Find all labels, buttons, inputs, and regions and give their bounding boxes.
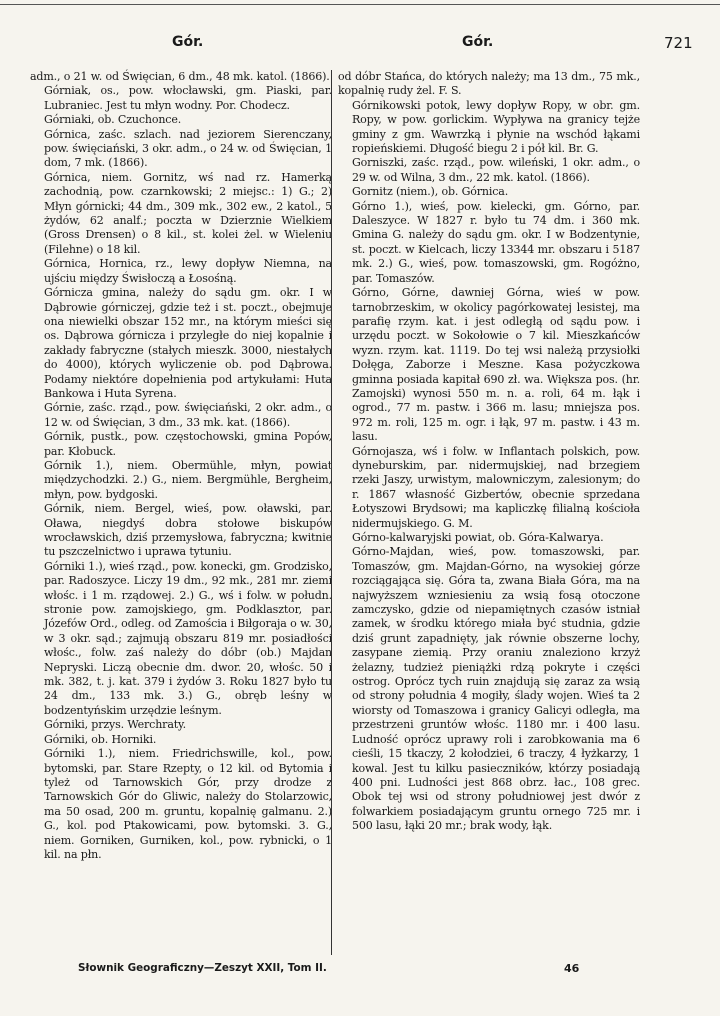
dictionary-entry: Górno 1.), wieś, pow. kielecki, gm. Górno, par. Daleszyce. W 1827 r. było tu 74 dm. i 360 mk. Gmina G. należy do sądu gm. okr. I w Bodzentynie, st. poczt. w Kielcach, liczy 13344 mr. obszaru i 5187 mk. 2.) G., wieś, pow. tomaszowski, gm. Rogóżno, par. Tomaszów. bbox=[352, 199, 640, 285]
top-rule bbox=[0, 4, 720, 5]
dictionary-entry: Górnik 1.), niem. Obermühle, młyn, powiat międzychodzki. 2.) G., niem. Bergmühle, Bergheim, młyn, pow. bydgoski. bbox=[44, 458, 332, 501]
footer-series-title: Słownik Geograficzny—Zeszyt XXII, Tom II. bbox=[78, 962, 327, 974]
running-header bbox=[0, 34, 720, 56]
dictionary-entry: Górnica, niem. Gornitz, wś nad rz. Hamerką zachodnią, pow. czarnkowski; 2 miejsc.: 1) G.; 2) Młyn górnicki; 44 dm., 309 mk., 302 ew., 2 katol., 5 żydów, 62 analf.; poczta w Dzierznie Wielkiem (Gross Drensen) o 8 kil., st. kolei żel. w Wieleniu (Filehne) o 18 kil. bbox=[44, 170, 332, 256]
dictionary-entry: Gornitz (niem.), ob. Górnica. bbox=[352, 185, 509, 199]
dictionary-entry: Górnica, zaśc. szlach. nad jeziorem Sierenczany, pow. święciański, 3 okr. adm., o 24 w. od Święcian, 1 dom, 7 mk. (1866). bbox=[44, 127, 332, 170]
dictionary-entry: Górnicza gmina, należy do sądu gm. okr. I w Dąbrowie górniczej, gdzie też i st. poczt., obejmuje ona niewielki obszar 152 mr., na którym mieści się os. Dąbrowa górnicza i przyległe do niej kopalnie i zakłady fabryczne (stałych mieszk. 3000, niestałych do 4000), których wyliczenie ob. pod Dąbrowa. Podamy niektóre dopełnienia pod artykułami: Huta Bankowa i Huta Syrena. bbox=[44, 286, 332, 400]
dictionary-entry: Górno-Majdan, wieś, pow. tomaszowski, par. Tomaszów, gm. Majdan-Górno, na wysokiej górze rozciągająca się. Góra ta, zwana Biała Góra, ma na najwyższem wzniesieniu za wsią fosą otoczone zamczysko, gdzie od niepamiętnych czasów istniał zamek, w środku którego miała być studnia, gdzie dziś grunt zapadnięty, jak równie obszerne lochy, zasypane ziemią. Przy oraniu znaleziono krzyż żelazny, tudzież pieniążki rdzą pokryte i części ostrog. Oprócz tych ruin znajdują się zaraz za wsią od strony południa 4 mogiły, ślady wojen. Wieś ta 2 wiorsty od Tomaszowa i granicy Galicyi odległa, ma przestrzeni gruntów włośc. 1180 mr. i 400 lasu. Ludność oprócz uprawy roli i zarobkowania ma 6 cieśli, 15 tkaczy, 2 kołodziei, 6 traczy, 4 łyżkarzy, 1 kowal. Jest tu kilku pasieczników, którzy posiadają 400 pni. Ludności jest 868 obrz. łac., 108 grec. Obok tej wsi od strony południowej jest dwór z folwarkiem posiadającym gruntu ornego 725 mr. i 500 lasu, łąki 20 mr.; brak wody, łąk. bbox=[352, 545, 640, 833]
header-left-word: Gór. bbox=[172, 34, 204, 50]
dictionary-entry: Górniki 1.), niem. Friedrichswille, kol., pow. bytomski, par. Stare Rzepty, o 12 kil. od Bytomia i tyleż od Tarnowskich Gór, przy drodze z Tarnowskich Gór do Gliwic, należy do Stolarzowic, ma 50 osad, 200 m. gruntu, kopalnię galmanu. 2.) G., kol. pod Ptakowicami, pow. bytomski. 3. G., niem. Gorniken, Gurniken, kol., pow. rybnicki, o 1 kil. na płn. bbox=[44, 747, 332, 861]
dictionary-entry: Górnie, zaśc. rząd., pow. święciański, 2 okr. adm., o 12 w. od Święcian, 3 dm., 33 mk. kat. (1866). bbox=[44, 401, 332, 429]
footer-sheet-number: 46 bbox=[564, 962, 580, 975]
dictionary-entry: Górniaki, ob. Czuchonce. bbox=[44, 113, 182, 127]
column-divider bbox=[331, 70, 332, 955]
dictionary-entry: Górniki, ob. Horniki. bbox=[44, 732, 157, 746]
dictionary-entry: Górnikowski potok, lewy dopływ Ropy, w obr. gm. Ropy, w pow. gorlickim. Wypływa na granicy tejże gminy z gm. Wawrzką i płynie na wschód łąkami ropieńskiemi. Długość biegu 2 i pół kil. Br. G. bbox=[352, 98, 640, 156]
left-column bbox=[30, 70, 332, 862]
dictionary-entry: Górno, Górne, dawniej Górna, wieś w pow. tarnobrzeskim, w okolicy pagórkowatej lesistej, ma parafię rzym. kat. i jest odległą od sądu pow. i urzędu poczt. w Sokołowie o 7 kil. Mieszkańców wyzn. rzym. kat. 1119. Do tej wsi należą przysiołki Dołęga, Zaborze i Meszne. Kasa pożyczkowa gminna posiada kapitał 690 zł. wa. Większa pos. (hr. Zamojski) wynosi 550 m. n. a. roli, 64 m. łąk i ogrod., 77 m. pastw. i 366 m. lasu; mniejsza pos. 972 m. roli, 125 m. ogr. i łąk, 97 m. pastw. i 43 m. lasu. bbox=[352, 286, 640, 444]
dictionary-entry: Górnojasza, wś i folw. w Inflantach polskich, pow. dyneburskim, par. nidermujskiej, nad brzegiem rzeki Jaszy, urwistym, malowniczym, zalesionym; do r. 1867 własność Gizbertów, obecnie sprzedana Łotyszowi Brydsowi; ma kapliczkę filialną kościoła nidermujskiego. G. M. bbox=[352, 444, 640, 530]
right-column bbox=[338, 70, 640, 834]
dictionary-entry: Górniki, przys. Werchraty. bbox=[44, 718, 187, 732]
dictionary-entry: Górniki 1.), wieś rząd., pow. konecki, gm. Grodzisko, par. Radoszyce. Liczy 19 dm., 92 mk., 281 mr. ziemi włośc. i 1 m. rządowej. 2.) G., wś i folw. w połudn. stronie pow. zamojskiego, gm. Podklasztor, par. Józefów Ord., odleg. od Zamościa i Biłgoraja o w. 30, w 3 okr. sąd.; zajmują obszaru 819 mr. posiadłości włośc., folw. zaś należy do dóbr (ob.) Majdan Nepryski. Liczą obecnie dm. dwor. 20, włośc. 50 i mk. 382, t. j. kat. 379 i żydów 3. Roku 1827 było tu 24 dm., 133 mk. 3.) G., obręb leśny w bodzentyńskim urzędzie leśnym. bbox=[44, 559, 332, 717]
dictionary-entry: adm., o 21 w. od Święcian, 6 dm., 48 mk. katol. (1866). bbox=[30, 70, 330, 83]
dictionary-entry: Górnik, niem. Bergel, wieś, pow. oławski, par. Oława, niegdyś dobra stołowe biskupów wrocławskich, dziś przemysłowa, fabryczna; kwitnie tu pszczelnictwo i uprawa tytuniu. bbox=[44, 502, 332, 559]
dictionary-entry: Górno-kalwaryjski powiat, ob. Góra-Kalwarya. bbox=[352, 531, 604, 544]
dictionary-entry: Gorniszki, zaśc. rząd., pow. wileński, 1 okr. adm., o 29 w. od Wilna, 3 dm., 22 mk. katol. (1866). bbox=[352, 156, 640, 184]
header-right-word: Gór. bbox=[462, 34, 494, 50]
dictionary-entry: Górnik, pustk., pow. częstochowski, gmina Popów, par. Kłobuck. bbox=[44, 430, 332, 458]
dictionary-entry: Górnica, Hornica, rz., lewy dopływ Niemna, na ujściu między Świsłoczą a Łosośną. bbox=[44, 257, 332, 285]
page-number: 721 bbox=[664, 34, 693, 52]
dictionary-entry: Górniak, os., pow. włocławski, gm. Piaski, par. Lubraniec. Jest tu młyn wodny. Por. Chodecz. bbox=[44, 84, 332, 112]
dictionary-entry: od dóbr Stańca, do których należy; ma 13 dm., 75 mk., kopalnię rudy żel. F. S. bbox=[338, 70, 640, 98]
